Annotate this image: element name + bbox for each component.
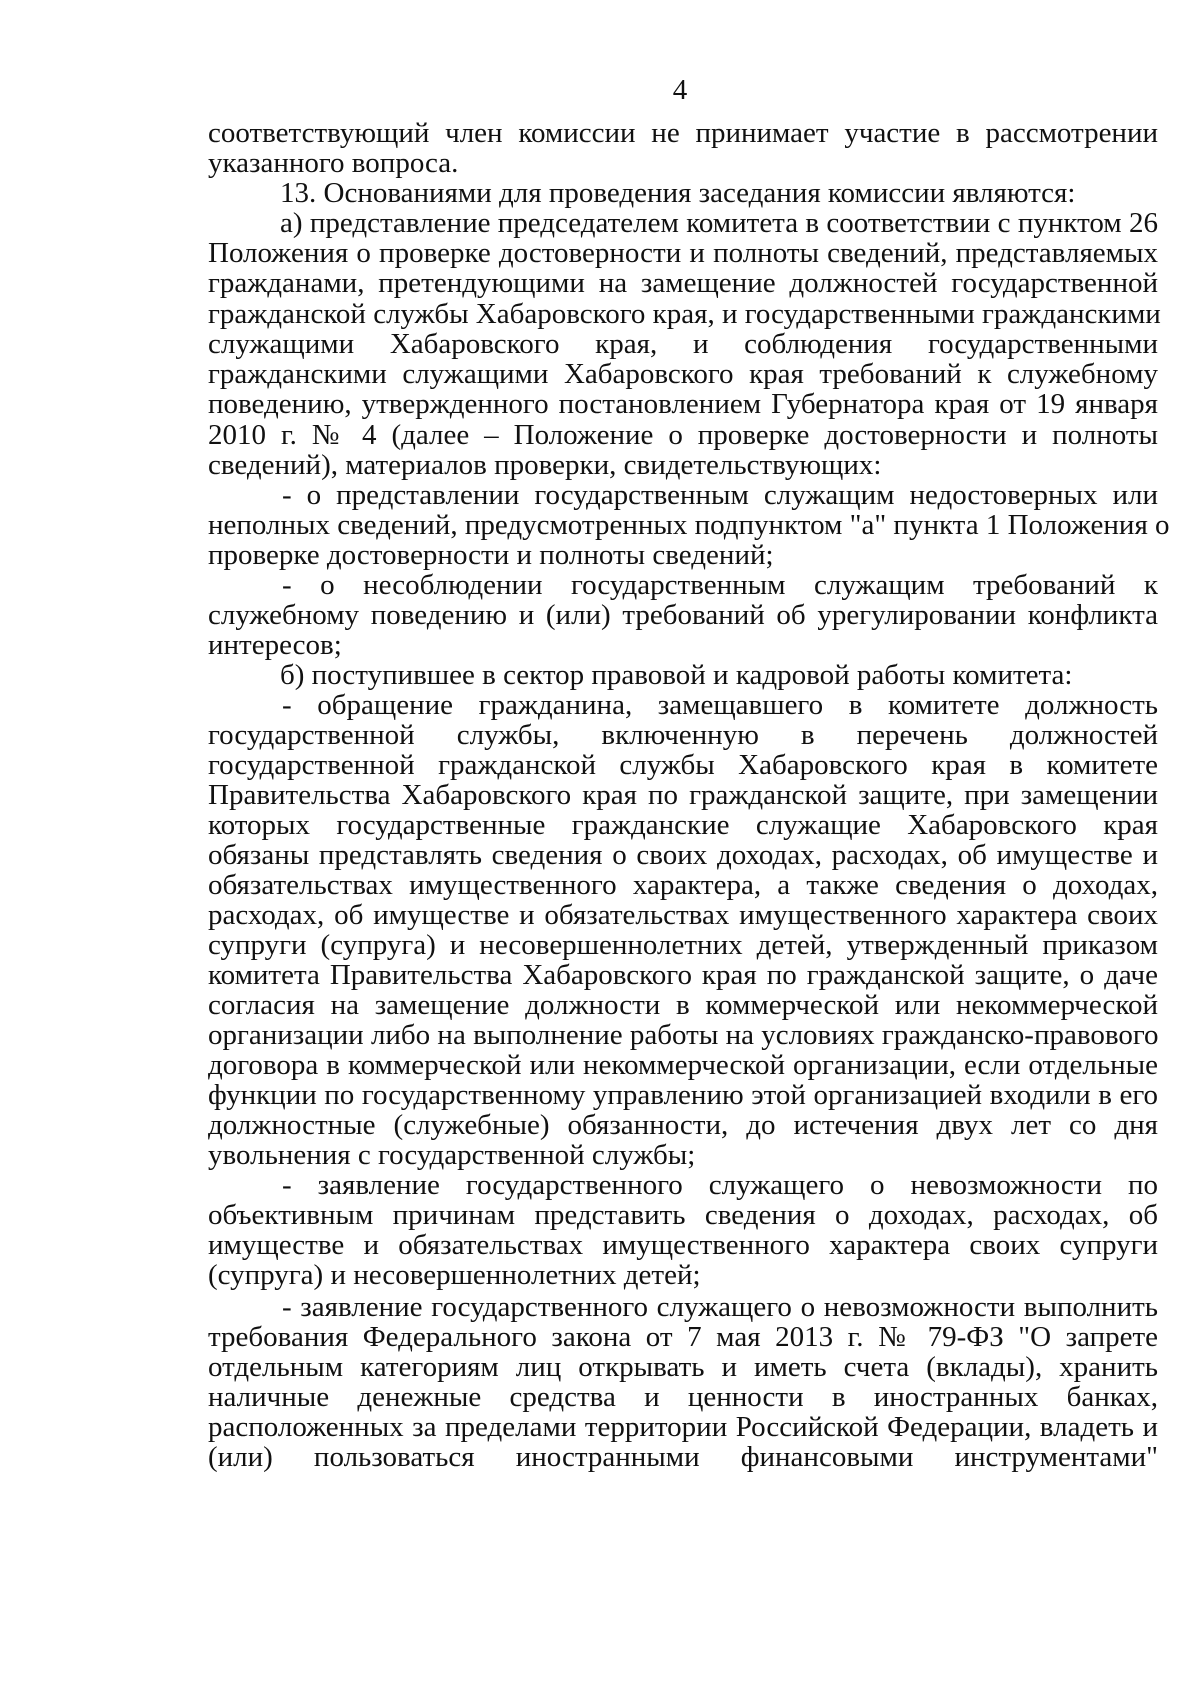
- text-line: согласия на замещение должности в коммерческой или некоммерческой: [208, 989, 1158, 1021]
- text-line: служебному поведению и (или) требований об урегулировании конфликта: [208, 599, 1158, 631]
- text-line: сведений), материалов проверки, свидетельствующих:: [208, 449, 882, 481]
- text-line: 2010 г. № 4 (далее – Положение о проверке достоверности и полноты: [208, 419, 1158, 451]
- text-line: объективным причинам представить сведения о доходах, расходах, об: [208, 1199, 1158, 1231]
- text-line: (супруга) и несовершеннолетних детей;: [208, 1259, 701, 1291]
- text-line: требования Федерального закона от 7 мая 2013 г. № 79-ФЗ "О запрете: [208, 1321, 1158, 1353]
- text-line: неполных сведений, предусмотренных подпунктом "а" пункта 1 Положения о: [208, 509, 1170, 541]
- text-line: - о представлении государственным служащим недостоверных или: [282, 479, 1158, 511]
- text-line: б) поступившее в сектор правовой и кадровой работы комитета:: [280, 659, 1073, 691]
- text-line: отдельным категориям лиц открывать и иметь счета (вклады), хранить: [208, 1351, 1158, 1383]
- page-number: 4: [672, 74, 688, 106]
- text-line: - заявление государственного служащего о невозможности по: [282, 1169, 1158, 1201]
- text-line: соответствующий член комиссии не принимает участие в рассмотрении: [208, 117, 1158, 149]
- text-line: имуществе и обязательствах имущественного характера своих супруги: [208, 1229, 1158, 1261]
- text-line: государственной гражданской службы Хабаровского края в комитете: [208, 749, 1158, 781]
- text-line: а) представление председателем комитета в соответствии с пунктом 26: [280, 207, 1158, 239]
- text-line: организации либо на выполнение работы на условиях гражданско-правового: [208, 1019, 1159, 1051]
- text-line: наличные денежные средства и ценности в иностранных банках,: [208, 1381, 1158, 1413]
- text-line: гражданскими служащими Хабаровского края требований к служебному: [208, 358, 1158, 390]
- text-line: обязательствах имущественного характера, а также сведения о доходах,: [208, 869, 1158, 901]
- text-line: гражданами, претендующими на замещение должностей государственной: [208, 267, 1158, 299]
- text-line: - заявление государственного служащего о невозможности выполнить: [282, 1291, 1158, 1323]
- text-line: служащими Хабаровского края, и соблюдения государственными: [208, 328, 1158, 360]
- text-line: гражданской службы Хабаровского края, и государственными гражданскими: [208, 298, 1161, 330]
- text-line: функции по государственному управлению этой организацией входили в его: [208, 1079, 1158, 1111]
- text-line: 13. Основаниями для проведения заседания комиссии являются:: [280, 177, 1076, 209]
- text-line: комитета Правительства Хабаровского края по гражданской защите, о даче: [208, 959, 1158, 991]
- text-line: государственной службы, включенную в перечень должностей: [208, 719, 1158, 751]
- text-line: супруги (супруга) и несовершеннолетних детей, утвержденный приказом: [208, 929, 1158, 961]
- text-line: Правительства Хабаровского края по гражданской защите, при замещении: [208, 779, 1158, 811]
- text-line: договора в коммерческой или некоммерческой организации, если отдельные: [208, 1049, 1158, 1081]
- text-line: интересов;: [208, 629, 342, 661]
- text-line: указанного вопроса.: [208, 147, 459, 179]
- text-line: - о несоблюдении государственным служащим требований к: [282, 569, 1158, 601]
- text-line: (или) пользоваться иностранными финансовыми инструментами": [208, 1441, 1158, 1473]
- text-line: обязаны представлять сведения о своих доходах, расходах, об имуществе и: [208, 839, 1158, 871]
- text-line: расположенных за пределами территории Российской Федерации, владеть и: [208, 1411, 1158, 1443]
- text-line: проверке достоверности и полноты сведений;: [208, 539, 774, 571]
- text-line: Положения о проверке достоверности и полноты сведений, представляемых: [208, 237, 1158, 269]
- text-line: расходах, об имуществе и обязательствах имущественного характера своих: [208, 899, 1158, 931]
- text-line: увольнения с государственной службы;: [208, 1139, 696, 1171]
- text-line: поведению, утвержденного постановлением Губернатора края от 19 января: [208, 388, 1158, 420]
- text-line: - обращение гражданина, замещавшего в комитете должность: [282, 689, 1158, 721]
- text-line: должностные (служебные) обязанности, до истечения двух лет со дня: [208, 1109, 1158, 1141]
- text-line: которых государственные гражданские служащие Хабаровского края: [208, 809, 1158, 841]
